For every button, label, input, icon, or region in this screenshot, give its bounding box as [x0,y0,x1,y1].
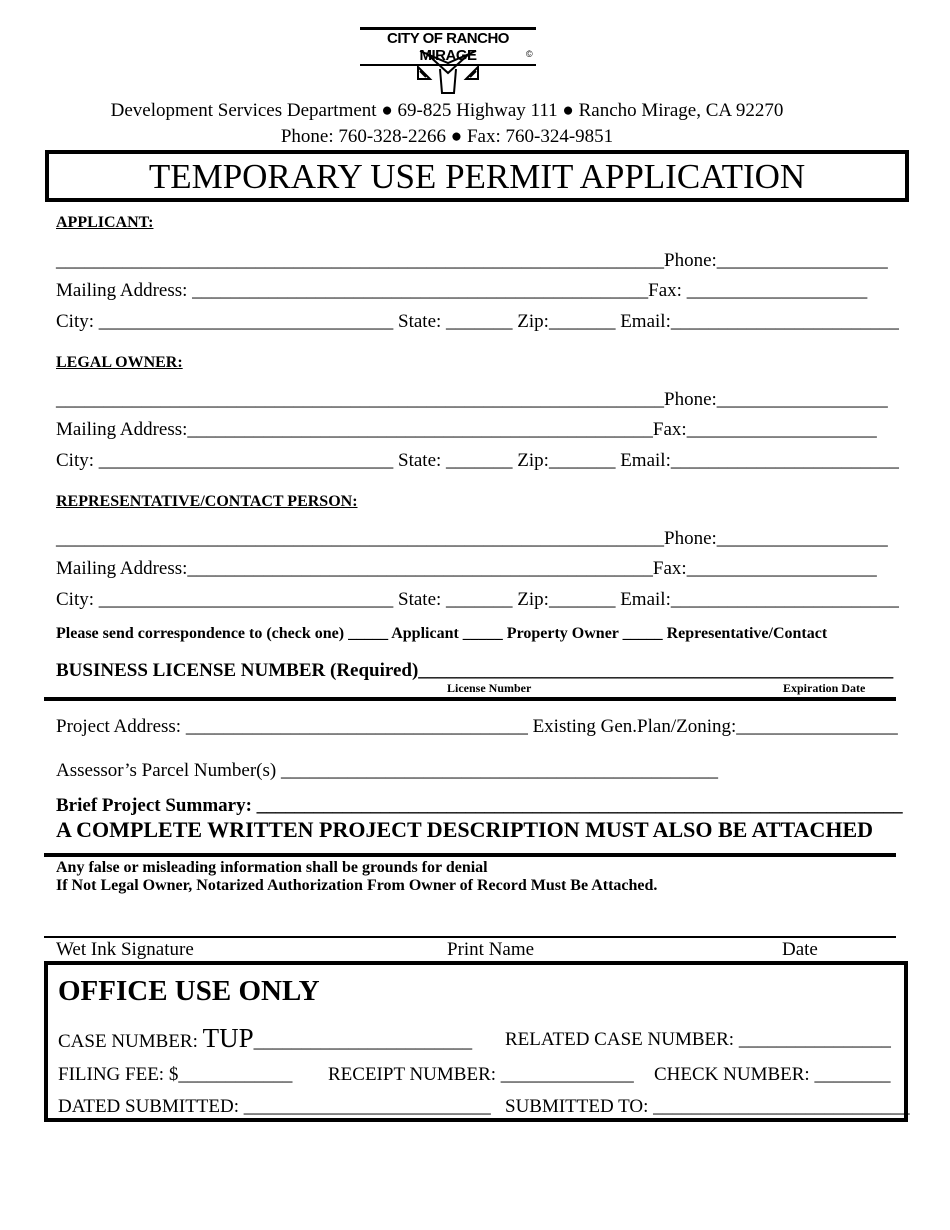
legal-owner-heading: LEGAL OWNER: [56,354,183,371]
business-license-field[interactable]: BUSINESS LICENSE NUMBER (Required)__________________________________________________ [56,660,894,681]
owner-address-fax-field[interactable]: Mailing Address:_________________________________________________Fax:____________________ [56,419,877,440]
copyright-mark: © [526,49,533,59]
office-use-title: OFFICE USE ONLY [58,975,320,1007]
date-label: Date [782,939,818,960]
form-title-box [45,150,909,202]
disclaimer-notarized: If Not Legal Owner, Notarized Authorization From Owner of Record Must Be Attached. [56,877,658,894]
submitted-to-field[interactable]: SUBMITTED TO: ___________________________ [505,1096,910,1117]
expiration-date-caption: Expiration Date [783,681,866,695]
representative-heading: REPRESENTATIVE/CONTACT PERSON: [56,493,358,510]
applicant-address-fax-field[interactable]: Mailing Address: ________________________________________________Fax: ___________________ [56,280,868,301]
logo-text: CITY OF RANCHO MIRAGE [360,27,536,66]
project-address-zoning-field[interactable]: Project Address: ____________________________________ Existing Gen.Plan/Zoning:_________________ [56,716,898,737]
dated-submitted-field[interactable]: DATED SUBMITTED: __________________________ [58,1096,491,1117]
filing-fee-field[interactable]: FILING FEE: $____________ [58,1064,293,1085]
applicant-name-phone-field[interactable]: ________________________________________________________________Phone:__________________ [56,250,888,271]
owner-city-state-zip-email-field[interactable]: City: _______________________________ State: _______ Zip:_______ Email:________________________ [56,450,899,471]
case-number-blank[interactable]: _______________________ [253,1031,473,1052]
related-case-number-field[interactable]: RELATED CASE NUMBER: ________________ [505,1029,891,1050]
project-summary-field[interactable]: Brief Project Summary: ____________________________________________________________________ [56,795,903,816]
check-number-field[interactable]: CHECK NUMBER: ________ [654,1064,891,1085]
case-number-field[interactable] [58,1023,472,1054]
owner-name-phone-field[interactable]: ________________________________________________________________Phone:__________________ [56,389,888,410]
department-contact: Phone: 760-328-2266 ● Fax: 760-324-9851 [280,126,614,147]
wet-ink-signature-label: Wet Ink Signature [56,939,194,960]
ram-head-icon [360,49,536,97]
disclaimer-denial: Any false or misleading information shall be grounds for denial [56,859,488,876]
office-use-box [44,961,908,1122]
form-title: TEMPORARY USE PERMIT APPLICATION [148,157,806,196]
applicant-heading: APPLICANT: [56,214,154,231]
description-notice: A COMPLETE WRITTEN PROJECT DESCRIPTION MUST ALSO BE ATTACHED [56,817,874,842]
case-number-prefix: TUP [202,1023,254,1053]
applicant-city-state-zip-email-field[interactable]: City: _______________________________ State: _______ Zip:_______ Email:________________________ [56,311,899,332]
correspondence-preference[interactable]: Please send correspondence to (check one) _____ Applicant _____ Property Owner _____ Representative/Contact [56,625,828,642]
city-logo [360,27,536,97]
section-divider [44,697,896,701]
receipt-number-field[interactable]: RECEIPT NUMBER: ______________ [328,1064,634,1085]
rep-city-state-zip-email-field[interactable]: City: _______________________________ State: _______ Zip:_______ Email:________________________ [56,589,899,610]
signature-line[interactable] [44,936,896,938]
section-divider [44,853,896,857]
case-number-label: CASE NUMBER: [58,1031,198,1052]
rep-name-phone-field[interactable]: ________________________________________________________________Phone:__________________ [56,528,888,549]
print-name-label: Print Name [447,939,535,960]
rep-address-fax-field[interactable]: Mailing Address:_________________________________________________Fax:____________________ [56,558,877,579]
department-address: Development Services Department ● 69-825 Highway 111 ● Rancho Mirage, CA 92270 [110,100,784,121]
license-number-caption: License Number [447,681,532,695]
parcel-number-field[interactable]: Assessor’s Parcel Number(s) ______________________________________________ [56,760,718,781]
